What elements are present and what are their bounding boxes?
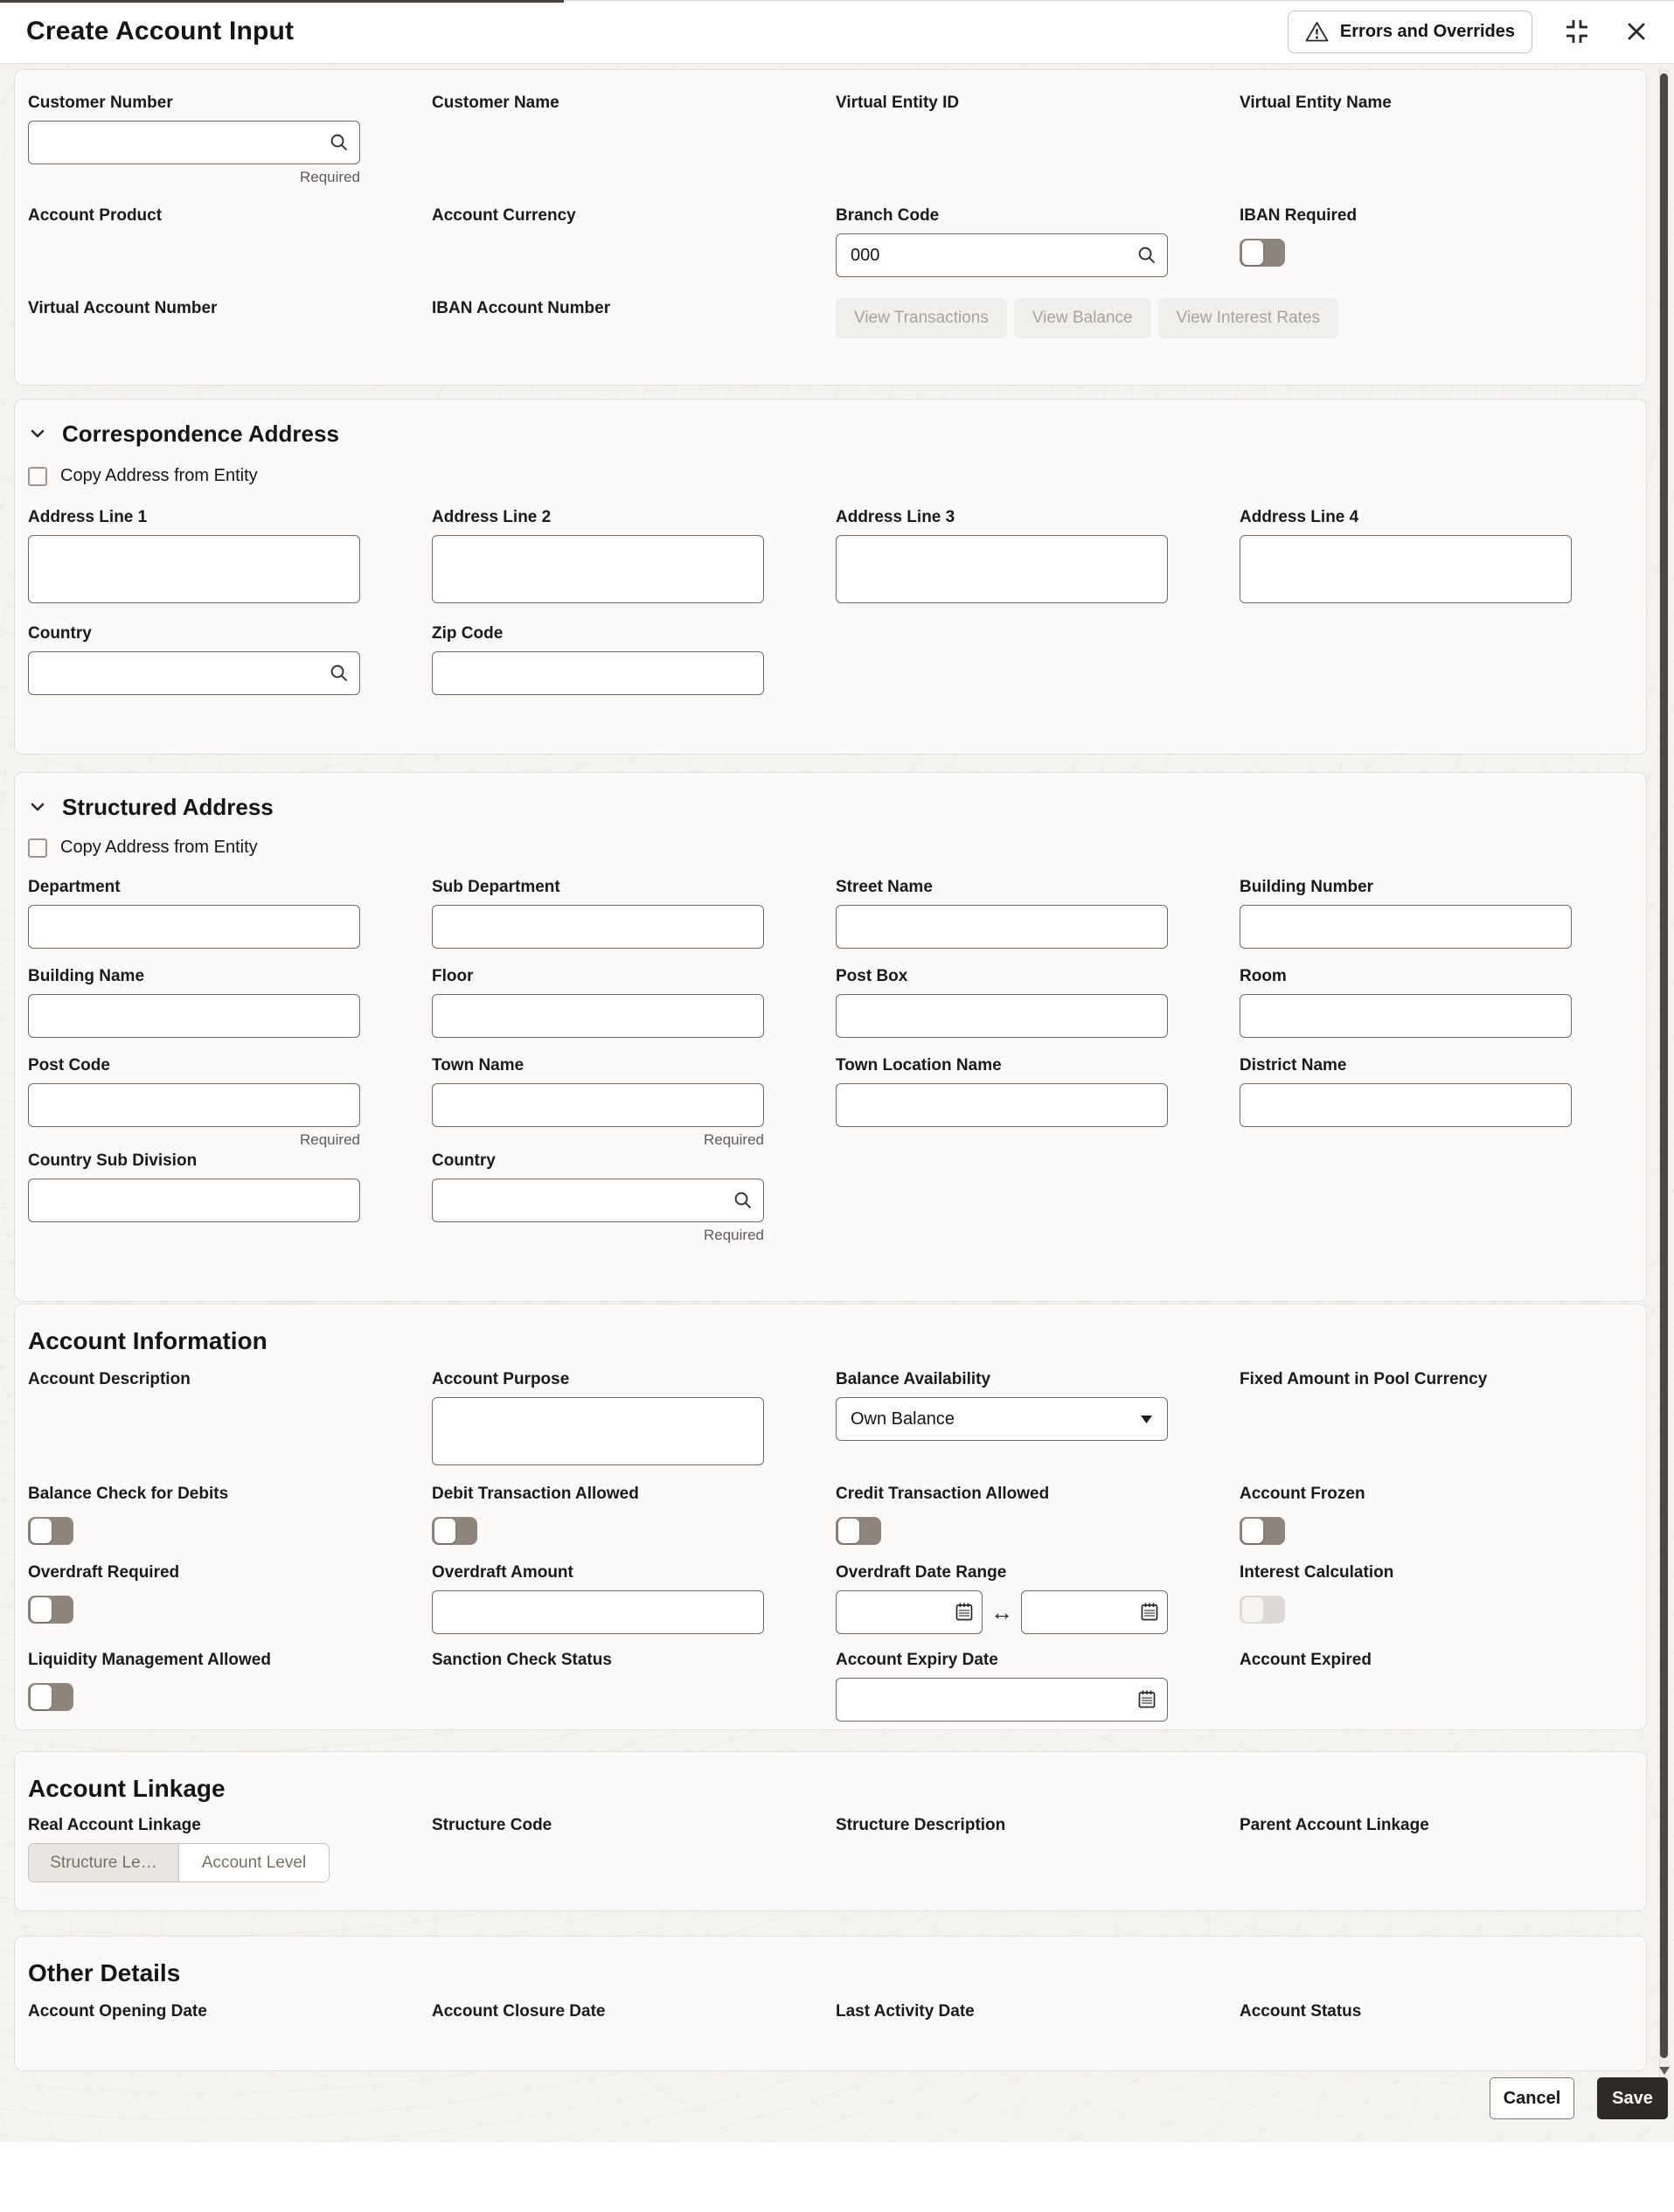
country-zip-row: [15, 623, 1646, 695]
account-information-title: Account Information: [28, 1327, 267, 1354]
field-overdraft-amount: [432, 1562, 764, 1634]
field-branch-code: [836, 205, 1168, 277]
titlebar: [0, 0, 1674, 64]
address-line-3-label: Address Line 3: [836, 508, 955, 526]
correspondence-address-header[interactable]: [15, 421, 1646, 447]
iban-account-number-label: IBAN Account Number: [432, 299, 611, 317]
field-post-box: [836, 966, 1168, 1038]
account-expiry-date-field: [836, 1678, 1168, 1722]
iban-required-label: IBAN Required: [1240, 206, 1358, 225]
field-customer-name: [432, 93, 764, 121]
structured-country-input[interactable]: [432, 1179, 764, 1222]
cancel-button[interactable]: Cancel: [1490, 2077, 1574, 2119]
field-customer-number: [28, 93, 360, 186]
zip-code-label: Zip Code: [432, 624, 504, 643]
structured-row-4: [15, 1151, 1646, 1244]
real-account-linkage-segment: [28, 1843, 330, 1882]
account-linkage-row: [15, 1815, 1646, 1882]
account-info-toggle-row: [15, 1484, 1646, 1545]
post-code-label: Post Code: [28, 1056, 110, 1075]
account-product-label: Account Product: [28, 206, 163, 225]
chevron-down-icon: [28, 797, 47, 817]
balance-check-for-debits-toggle[interactable]: [28, 1517, 73, 1545]
account-purpose-input[interactable]: [432, 1397, 764, 1465]
calendar-icon[interactable]: [955, 1602, 974, 1622]
overdraft-start-date-field: [836, 1590, 983, 1634]
toggle-knob: [1242, 240, 1263, 265]
field-building-name: [28, 966, 360, 1038]
account-level-option[interactable]: Account Level: [179, 1844, 329, 1882]
correspondence-address-title: Correspondence Address: [62, 420, 339, 447]
liquidity-row: [15, 1650, 1646, 1722]
sanction-check-status-label: Sanction Check Status: [432, 1651, 612, 1669]
field-fixed-amount-pool-currency: [1240, 1369, 1572, 1397]
field-real-account-linkage: [28, 1815, 360, 1882]
field-street-name: [836, 877, 1168, 949]
credit-transaction-allowed-toggle[interactable]: [836, 1517, 881, 1545]
field-account-frozen: [1240, 1484, 1572, 1545]
balance-check-for-debits-label: Balance Check for Debits: [28, 1485, 229, 1503]
real-account-linkage-label: Real Account Linkage: [28, 1816, 201, 1834]
range-separator: ↔: [990, 1599, 1013, 1625]
view-buttons-row: [836, 298, 1572, 338]
town-name-input[interactable]: [432, 1083, 764, 1127]
copy-address-checkbox[interactable]: [28, 467, 47, 486]
field-virtual-account-number: [28, 298, 360, 326]
town-name-label: Town Name: [432, 1056, 524, 1075]
overdraft-date-range-fields: [836, 1590, 1168, 1634]
account-currency-label: Account Currency: [432, 206, 576, 225]
field-debit-transaction-allowed: [432, 1484, 764, 1545]
virtual-entity-name-label: Virtual Entity Name: [1240, 94, 1392, 112]
caret-down-icon: [1140, 1415, 1153, 1424]
save-button[interactable]: Save: [1597, 2077, 1668, 2119]
toggle-knob: [31, 1597, 52, 1622]
address-line-3-input[interactable]: [836, 535, 1168, 603]
post-box-input[interactable]: [836, 994, 1168, 1038]
address-line-1-input[interactable]: [28, 535, 360, 603]
field-department: [28, 877, 360, 949]
field-iban-account-number: [432, 298, 764, 326]
field-district-name: [1240, 1055, 1572, 1127]
copy-address-row: [15, 466, 1646, 486]
branch-code-input[interactable]: [836, 233, 1168, 277]
account-details-row-3: [15, 298, 1646, 338]
tab-edge-line-light: [564, 0, 1674, 1]
search-icon[interactable]: [329, 663, 349, 683]
department-input[interactable]: [28, 905, 360, 949]
post-box-label: Post Box: [836, 967, 908, 985]
address-line-1-label: Address Line 1: [28, 508, 148, 526]
field-account-description: [28, 1369, 360, 1397]
field-town-name: [432, 1055, 764, 1149]
toggle-knob: [31, 1685, 52, 1709]
field-address-line-3: [836, 507, 1168, 608]
field-zip-code: [432, 623, 764, 695]
room-label: Room: [1240, 967, 1287, 985]
field-structure-code: [432, 1815, 764, 1843]
field-last-activity-date: [836, 2001, 1168, 2029]
balance-availability-select[interactable]: [836, 1397, 1168, 1441]
structured-address-section: [14, 772, 1647, 1302]
post-code-required: Required: [300, 1131, 360, 1148]
field-floor: [432, 966, 764, 1038]
collapse-icon[interactable]: [1562, 17, 1592, 46]
other-details-title: Other Details: [28, 1959, 181, 1986]
structured-row-2: [15, 966, 1646, 1038]
customer-name-label: Customer Name: [432, 94, 559, 112]
toggle-knob: [31, 1519, 52, 1543]
field-virtual-entity-id: [836, 93, 1168, 121]
field-post-code: [28, 1055, 360, 1149]
country-field: [28, 651, 360, 695]
page-title: Create Account Input: [26, 17, 295, 45]
structured-country-required: Required: [704, 1227, 764, 1243]
town-location-name-label: Town Location Name: [836, 1056, 1002, 1075]
search-icon[interactable]: [329, 132, 349, 152]
address-lines-row: [15, 507, 1646, 608]
copy-address-label: Copy Address from Entity: [60, 838, 258, 857]
toggle-knob: [1242, 1597, 1263, 1622]
account-details-row-1: [15, 93, 1646, 186]
account-linkage-title: Account Linkage: [28, 1775, 226, 1802]
overdraft-row: [15, 1562, 1646, 1634]
errors-overrides-label: Errors and Overrides: [1339, 21, 1515, 41]
last-activity-date-label: Last Activity Date: [836, 2002, 975, 2021]
address-line-4-input[interactable]: [1240, 535, 1572, 603]
interest-calculation-label: Interest Calculation: [1240, 1563, 1394, 1582]
field-virtual-entity-name: [1240, 93, 1572, 121]
post-code-input[interactable]: [28, 1083, 360, 1127]
field-country-sub-division: [28, 1151, 360, 1222]
fixed-amount-pool-currency-label: Fixed Amount in Pool Currency: [1240, 1370, 1488, 1388]
field-structure-description: [836, 1815, 1168, 1843]
district-name-input[interactable]: [1240, 1083, 1572, 1127]
field-account-purpose: [432, 1369, 764, 1470]
field-address-line-4: [1240, 507, 1572, 608]
field-account-currency: [432, 205, 764, 233]
sub-department-label: Sub Department: [432, 878, 560, 896]
structured-row-1: [15, 877, 1646, 949]
field-sub-department: [432, 877, 764, 949]
other-details-row: [15, 2001, 1646, 2029]
account-details-row-2: [15, 205, 1646, 277]
street-name-label: Street Name: [836, 878, 933, 896]
account-purpose-label: Account Purpose: [432, 1370, 570, 1388]
country-sub-division-label: Country Sub Division: [28, 1151, 198, 1170]
account-frozen-label: Account Frozen: [1240, 1485, 1365, 1503]
overdraft-required-label: Overdraft Required: [28, 1563, 180, 1582]
customer-number-input[interactable]: [28, 121, 360, 164]
correspondence-address-section: [14, 399, 1647, 755]
field-town-location-name: [836, 1055, 1168, 1127]
district-name-label: District Name: [1240, 1056, 1347, 1075]
debit-transaction-allowed-toggle[interactable]: [432, 1517, 477, 1545]
search-icon[interactable]: [733, 1190, 753, 1210]
toggle-knob: [838, 1519, 859, 1543]
overdraft-amount-input[interactable]: [432, 1590, 764, 1634]
page-background-below: [0, 2142, 1674, 2212]
overdraft-date-range-label: Overdraft Date Range: [836, 1563, 1007, 1582]
toggle-knob: [434, 1519, 455, 1543]
tab-edge-line: [0, 0, 564, 3]
field-interest-calculation: [1240, 1562, 1572, 1624]
account-expired-label: Account Expired: [1240, 1651, 1372, 1669]
structured-country-label: Country: [432, 1151, 496, 1170]
address-line-4-label: Address Line 4: [1240, 508, 1359, 526]
form-scroll-area: [0, 64, 1674, 2142]
liquidity-management-allowed-label: Liquidity Management Allowed: [28, 1651, 271, 1669]
field-sanction-check-status: [432, 1650, 764, 1678]
building-number-label: Building Number: [1240, 878, 1374, 896]
field-building-number: [1240, 877, 1572, 949]
field-structured-country: [432, 1151, 764, 1244]
field-balance-check-for-debits: [28, 1484, 360, 1545]
account-expiry-date-input[interactable]: [836, 1678, 1168, 1722]
field-liquidity-management-allowed: [28, 1650, 360, 1711]
structure-code-label: Structure Code: [432, 1816, 552, 1834]
floor-input[interactable]: [432, 994, 764, 1038]
building-name-input[interactable]: [28, 994, 360, 1038]
scrollbar-down-arrow[interactable]: [1659, 2067, 1670, 2075]
room-input[interactable]: [1240, 994, 1572, 1038]
close-icon[interactable]: [1622, 17, 1651, 46]
overdraft-amount-label: Overdraft Amount: [432, 1563, 573, 1582]
balance-availability-label: Balance Availability: [836, 1370, 991, 1388]
parent-account-linkage-label: Parent Account Linkage: [1240, 1816, 1429, 1834]
department-label: Department: [28, 878, 121, 896]
field-address-line-2: [432, 507, 764, 608]
country-sub-division-input[interactable]: [28, 1179, 360, 1222]
account-status-label: Account Status: [1240, 2002, 1362, 2021]
field-parent-account-linkage: [1240, 1815, 1572, 1843]
address-line-2-label: Address Line 2: [432, 508, 552, 526]
account-info-row-1: [15, 1369, 1646, 1470]
structure-description-label: Structure Description: [836, 1816, 1006, 1834]
field-account-closure-date: [432, 2001, 764, 2029]
structured-country-field: [432, 1179, 764, 1222]
branch-code-field: [836, 233, 1168, 277]
field-account-expired: [1240, 1650, 1572, 1678]
account-closure-date-label: Account Closure Date: [432, 2002, 606, 2021]
account-frozen-toggle[interactable]: [1240, 1517, 1285, 1545]
other-details-section: [14, 1936, 1647, 2071]
field-overdraft-date-range: [836, 1562, 1168, 1634]
calendar-icon[interactable]: [1137, 1689, 1157, 1709]
copy-address-label: Copy Address from Entity: [60, 466, 258, 485]
view-transactions-button[interactable]: View Transactions: [836, 298, 1007, 338]
field-account-opening-date: [28, 2001, 360, 2029]
credit-transaction-allowed-label: Credit Transaction Allowed: [836, 1485, 1050, 1503]
structured-row-3: [15, 1055, 1646, 1149]
floor-label: Floor: [432, 967, 474, 985]
view-balance-button[interactable]: View Balance: [1014, 298, 1151, 338]
copy-address-row-structured: [15, 838, 1646, 858]
field-country: [28, 623, 360, 695]
field-room: [1240, 966, 1572, 1038]
search-icon[interactable]: [1136, 245, 1157, 265]
field-iban-required: [1240, 205, 1572, 267]
field-balance-availability: [836, 1369, 1168, 1441]
view-interest-rates-button[interactable]: View Interest Rates: [1158, 298, 1338, 338]
structure-level-option[interactable]: Structure Le…: [29, 1844, 179, 1882]
debit-transaction-allowed-label: Debit Transaction Allowed: [432, 1485, 639, 1503]
zip-code-input[interactable]: [432, 651, 764, 695]
toggle-knob: [1242, 1519, 1263, 1543]
balance-availability-value: Own Balance: [851, 1409, 955, 1429]
overdraft-required-toggle[interactable]: [28, 1596, 73, 1624]
building-name-label: Building Name: [28, 967, 145, 985]
footer-actions: [1490, 2077, 1668, 2119]
customer-number-field: [28, 121, 360, 164]
titlebar-actions: [1288, 10, 1651, 53]
field-account-status: [1240, 2001, 1572, 2029]
field-address-line-1: [28, 507, 360, 608]
country-input[interactable]: [28, 651, 360, 695]
errors-overrides-button[interactable]: [1288, 10, 1532, 53]
town-name-required: Required: [704, 1131, 764, 1148]
copy-address-checkbox[interactable]: [28, 838, 47, 858]
structured-address-header[interactable]: [15, 794, 1646, 820]
calendar-icon[interactable]: [1140, 1602, 1159, 1622]
town-location-name-input[interactable]: [836, 1083, 1168, 1127]
overdraft-end-date-field: [1021, 1590, 1168, 1634]
interest-calculation-toggle: [1240, 1596, 1285, 1624]
warning-icon: [1305, 21, 1329, 43]
account-linkage-section: [14, 1751, 1647, 1911]
branch-code-label: Branch Code: [836, 206, 940, 225]
account-expiry-date-label: Account Expiry Date: [836, 1651, 998, 1669]
account-description-label: Account Description: [28, 1370, 191, 1388]
field-credit-transaction-allowed: [836, 1484, 1168, 1545]
iban-required-toggle[interactable]: [1240, 239, 1285, 267]
building-number-input[interactable]: [1240, 905, 1572, 949]
scrollbar-thumb[interactable]: [1660, 73, 1668, 2058]
address-line-2-input[interactable]: [432, 535, 764, 603]
field-overdraft-required: [28, 1562, 360, 1624]
account-details-section: [14, 69, 1647, 386]
street-name-input[interactable]: [836, 905, 1168, 949]
sub-department-input[interactable]: [432, 905, 764, 949]
country-label: Country: [28, 624, 92, 643]
chevron-down-icon: [28, 424, 47, 443]
virtual-account-number-label: Virtual Account Number: [28, 299, 218, 317]
field-account-expiry-date: [836, 1650, 1168, 1722]
virtual-entity-id-label: Virtual Entity ID: [836, 94, 960, 112]
customer-number-label: Customer Number: [28, 94, 173, 112]
field-account-product: [28, 205, 360, 233]
structured-address-title: Structured Address: [62, 793, 274, 820]
account-information-section: [14, 1304, 1647, 1730]
customer-number-required: Required: [300, 169, 360, 185]
liquidity-management-allowed-toggle[interactable]: [28, 1683, 73, 1711]
account-opening-date-label: Account Opening Date: [28, 2002, 207, 2021]
